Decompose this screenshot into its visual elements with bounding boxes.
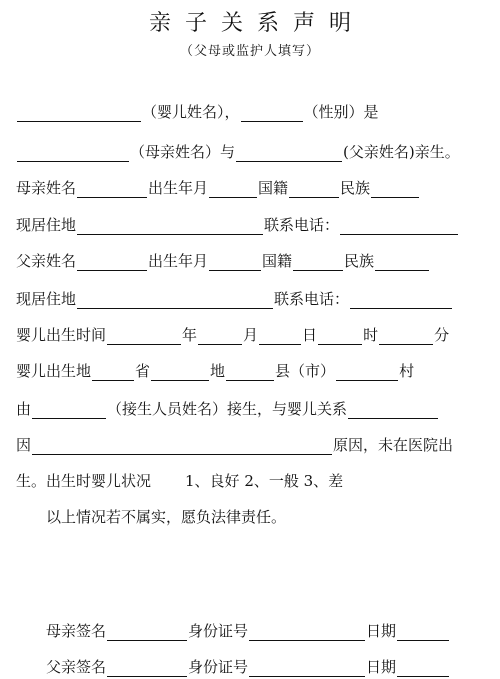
mother-address-label: 现居住地 (16, 216, 77, 234)
mother-birth-field[interactable] (209, 179, 257, 198)
village-label: 村 (399, 362, 415, 380)
mother-birth-label: 出生年月 (148, 179, 209, 197)
father-ethnicity-label: 民族 (344, 252, 375, 270)
village-field[interactable] (336, 362, 398, 381)
mother-date-field[interactable] (397, 622, 449, 641)
mother-date-label: 日期 (366, 622, 397, 640)
line-baby-name (16, 98, 486, 124)
prefecture-label: 地 (210, 362, 226, 380)
line-mother-address (16, 211, 486, 237)
mother-nationality-field[interactable] (289, 179, 339, 198)
county-label: 县（市） (275, 362, 336, 380)
day-label: 日 (302, 326, 318, 344)
line-midwife (16, 395, 486, 421)
line-birth-time (16, 321, 486, 347)
province-field[interactable] (92, 362, 134, 381)
father-nationality-field[interactable] (293, 252, 343, 271)
hour-label: 时 (363, 326, 379, 344)
minute-label: 分 (434, 326, 450, 344)
declaration-text: 以上情况若不属实，愿负法律责任。 (46, 508, 287, 526)
gender-label: （性别）是 (303, 103, 379, 121)
father-nationality-label: 国籍 (262, 252, 293, 270)
mother-id-field[interactable] (249, 622, 365, 641)
mother-address-field[interactable] (77, 216, 263, 235)
midwife-name-field[interactable] (32, 400, 106, 419)
father-phone-field[interactable] (350, 290, 452, 309)
birth-year-field[interactable] (107, 326, 181, 345)
baby-name-label: （婴儿姓名）， (142, 103, 240, 121)
father-ethnicity-field[interactable] (375, 252, 429, 271)
line-father-info (16, 247, 486, 273)
father-signature-label: 父亲签名 (46, 658, 107, 676)
mother-name-field-label: 母亲姓名 (16, 179, 77, 197)
birth-month-field[interactable] (198, 326, 242, 345)
county-field[interactable] (226, 362, 274, 381)
reason-label: 原因，未在医院出 (333, 436, 454, 454)
line-birth-place (16, 357, 486, 383)
mother-nationality-label: 国籍 (258, 179, 289, 197)
mother-name-label: （母亲姓名）与 (130, 143, 236, 161)
mother-name-blank[interactable] (17, 143, 129, 162)
midwife-label: （接生人员姓名）接生，与婴儿关系 (107, 400, 348, 418)
line-reason (16, 431, 486, 457)
father-name-field[interactable] (77, 252, 147, 271)
midwife-relation-field[interactable] (348, 400, 438, 419)
father-address-field[interactable] (77, 290, 273, 309)
father-id-label: 身份证号 (188, 658, 249, 676)
father-name-blank[interactable] (236, 143, 342, 162)
line-parents (16, 138, 486, 164)
baby-condition-options[interactable]: 1、良好 2、一般 3、差 (185, 472, 344, 490)
line-declaration (46, 503, 486, 529)
birth-minute-field[interactable] (379, 326, 433, 345)
baby-name-blank[interactable] (17, 103, 141, 122)
line-mother-signature (46, 617, 486, 643)
father-address-label: 现居住地 (16, 290, 77, 308)
mother-signature-field[interactable] (107, 622, 187, 641)
page-title: 亲子关系声明 (148, 11, 365, 36)
father-name-field-label: 父亲姓名 (16, 252, 77, 270)
father-date-field[interactable] (397, 658, 449, 677)
gender-blank[interactable] (241, 103, 303, 122)
by-label: 由 (16, 400, 32, 418)
father-signature-field[interactable] (107, 658, 187, 677)
mother-ethnicity-label: 民族 (340, 179, 371, 197)
father-name-label: (父亲姓名)亲生。 (343, 143, 460, 161)
mother-ethnicity-field[interactable] (371, 179, 419, 198)
father-phone-label: 联系电话： (274, 290, 350, 308)
year-label: 年 (182, 326, 198, 344)
father-birth-label: 出生年月 (148, 252, 209, 270)
mother-phone-label: 联系电话： (264, 216, 340, 234)
mother-phone-field[interactable] (340, 216, 458, 235)
mother-id-label: 身份证号 (188, 622, 249, 640)
reason-prefix-label: 因 (16, 436, 32, 454)
birth-day-field[interactable] (259, 326, 301, 345)
father-birth-field[interactable] (209, 252, 261, 271)
baby-condition-label: 生。出生时婴儿状况 (16, 472, 152, 490)
birth-hour-field[interactable] (318, 326, 362, 345)
father-date-label: 日期 (366, 658, 397, 676)
birth-place-label: 婴儿出生地 (16, 362, 92, 380)
father-id-field[interactable] (249, 658, 365, 677)
mother-name-field[interactable] (77, 179, 147, 198)
page-subtitle: （父母或监护人填写） (179, 44, 320, 59)
line-father-address (16, 285, 486, 311)
province-label: 省 (135, 362, 151, 380)
line-mother-info (16, 174, 486, 200)
line-baby-condition (16, 467, 486, 493)
birth-time-label: 婴儿出生时间 (16, 326, 107, 344)
line-father-signature (46, 653, 486, 679)
mother-signature-label: 母亲签名 (46, 622, 107, 640)
reason-field[interactable] (32, 436, 332, 455)
month-label: 月 (243, 326, 259, 344)
prefecture-field[interactable] (151, 362, 209, 381)
